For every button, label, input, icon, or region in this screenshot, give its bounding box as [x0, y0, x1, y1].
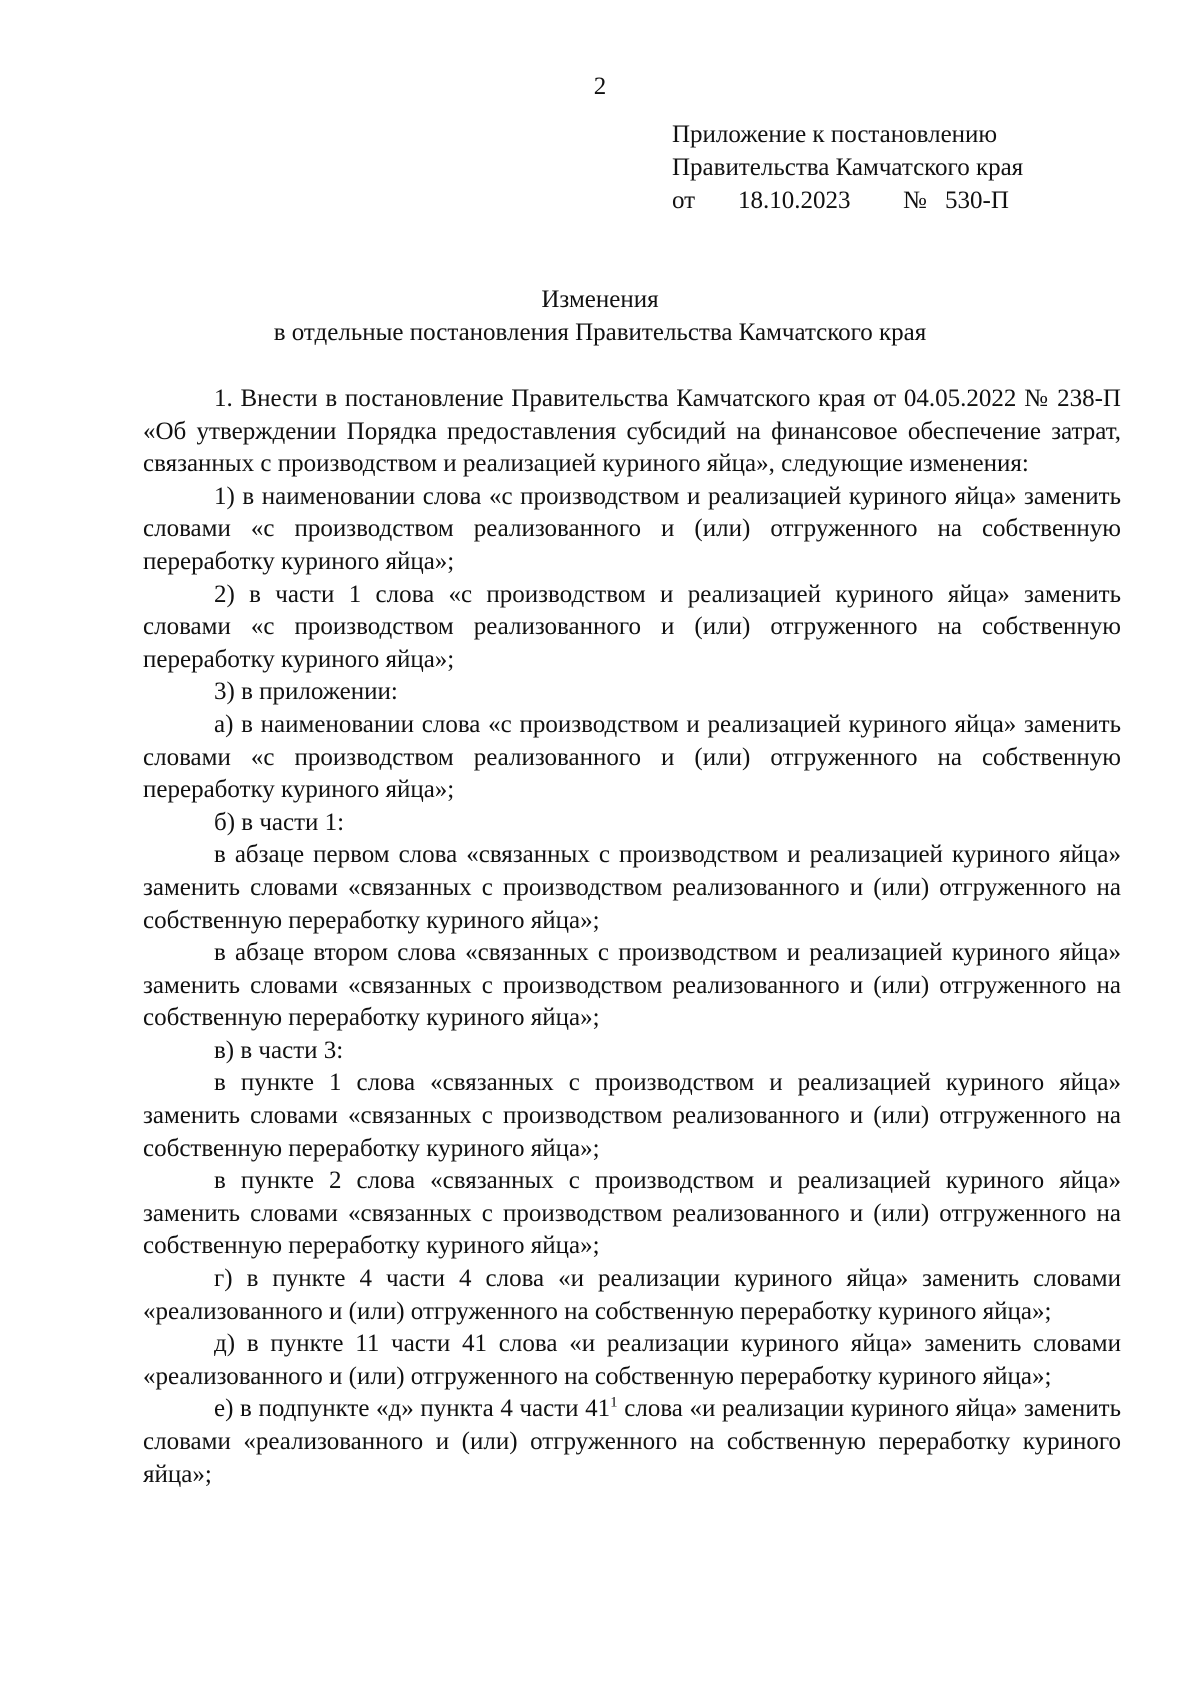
- paragraph: 1) в наименовании слова «с производством и реализацией куриного яйца» заменить словами «с производством реализованного и (или) отгруженного на собственную переработку куриного яйца»;: [143, 482, 1121, 575]
- document-body: [143, 383, 1121, 1491]
- superscript-one: 1: [610, 1395, 618, 1412]
- appendix-line-2: Правительства Камчатского края: [672, 154, 1024, 181]
- paragraph: д) в пункте 11 части 41 слова «и реализации куриного яйца» заменить словами «реализованного и (или) отгруженного на собственную переработку куриного яйца»;: [143, 1330, 1121, 1390]
- appendix-date-line: [672, 184, 1023, 217]
- decree-date: 18.10.2023: [738, 187, 851, 214]
- paragraph: в пункте 1 слова «связанных с производством и реализацией куриного яйца» заменить словами «связанных с производством реализованного и (или) отгруженного на собственную переработку куриного яйца»;: [143, 1069, 1121, 1162]
- paragraph: а) в наименовании слова «с производством и реализацией куриного яйца» заменить словами «с производством реализованного и (или) отгруженного на собственную переработку куриного яйца»;: [143, 710, 1121, 804]
- paragraph: г) в пункте 4 части 4 слова «и реализации куриного яйца» заменить словами «реализованного и (или) отгруженного на собственную переработку куриного яйца»;: [143, 1265, 1121, 1325]
- page-number: 2: [593, 73, 607, 100]
- last-paragraph-end: слова «и реализации куриного яйца» заменить словами «реализованного и (или) отгруженного на собственную переработку куриного яйца»;: [143, 1395, 1121, 1488]
- paragraph: в абзаце втором слова «связанных с производством и реализацией куриного яйца» заменить словами «связанных с производством реализованного и (или) отгруженного на собственную переработку куриного яйца»;: [143, 939, 1121, 1032]
- appendix-line-1: Приложение к постановлению: [672, 121, 998, 148]
- paragraph: в пункте 2 слова «связанных с производством и реализацией куриного яйца» заменить словами «связанных с производством реализованного и (или) отгруженного на собственную переработку куриного яйца»;: [143, 1167, 1121, 1260]
- last-paragraph-start: е) в подпункте «д» пункта 4 части 41: [214, 1395, 611, 1423]
- number-sign: №: [903, 187, 927, 214]
- document-title: [0, 283, 1200, 349]
- paragraph: 2) в части 1 слова «с производством и реализацией куриного яйца» заменить словами «с производством реализованного и (или) отгруженного на собственную переработку куриного яйца»;: [143, 580, 1121, 673]
- paragraph-last: [143, 1393, 1121, 1491]
- paragraph: б) в части 1:: [214, 808, 345, 836]
- appendix-header: [672, 118, 1023, 217]
- paragraph: 1. Внести в постановление Правительства Камчатского края от 04.05.2022 № 238-П «Об утверждении Порядка предоставления субсидий на финансовое обеспечение затрат, связанных с производством и реализацией куриного яйца», следующие изменения:: [143, 385, 1121, 478]
- paragraph: в абзаце первом слова «связанных с производством и реализацией куриного яйца» заменить словами «связанных с производством реализованного и (или) отгруженного на собственную переработку куриного яйца»;: [143, 841, 1121, 934]
- paragraph: в) в части 3:: [214, 1036, 344, 1064]
- decree-number: 530-П: [945, 187, 1009, 214]
- paragraph: 3) в приложении:: [214, 678, 398, 706]
- title-line-1: Изменения: [541, 286, 659, 313]
- date-prefix: от: [672, 187, 696, 214]
- title-line-2: в отдельные постановления Правительства Камчатского края: [273, 319, 927, 346]
